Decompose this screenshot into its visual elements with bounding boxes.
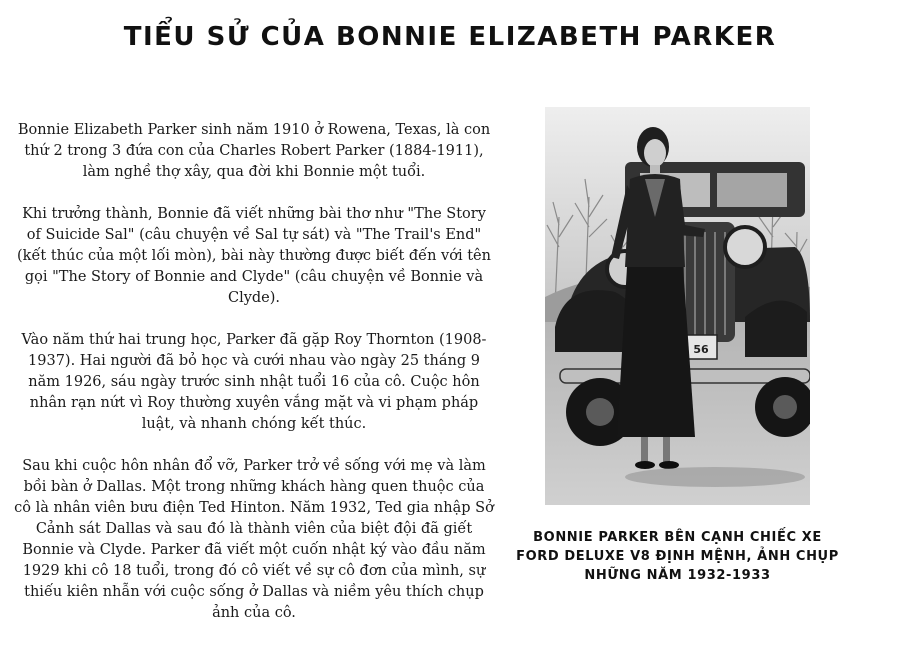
license-plate-number: 56 [693, 343, 709, 356]
photo-caption: BONNIE PARKER BÊN CẠNH CHIẾC XE FORD DELUXE V8 ĐỊNH MỆNH, ẢNH CHỤP NHỮNG NĂM 1932-1933 [516, 530, 839, 583]
historical-photo [545, 107, 810, 505]
page-title: TIỂU SỬ CỦA BONNIE ELIZABETH PARKER [123, 22, 777, 52]
bio-paragraph-dallas: Sau khi cuộc hôn nhân đổ vỡ, Parker trở về sống với mẹ và làm bồi bàn ở Dallas. Một trong những khách hàng quen thuộc của cô là nhân viên bưu điện Ted Hinton. Năm 1932, Ted gia nhập Sở Cảnh sát Dallas và sau đó là thành viên của biệt đội đã giết Bonnie và Clyde. Parker đã viết một cuốn nhật ký vào đầu năm 1929 khi cô 18 tuổi, trong đó cô viết về sự cô đơn của mình, sự thiếu kiên nhẫn với cuộc sống ở Dallas và niềm yêu thích chụp ảnh của cô. [14, 458, 494, 621]
bio-paragraph-birth: Bonnie Elizabeth Parker sinh năm 1910 ở Rowena, Texas, là con thứ 2 trong 3 đứa con của Charles Robert Parker (1884-1911), làm nghề thợ xây, qua đời khi Bonnie một tuổi. [17, 122, 491, 180]
bio-paragraph-poems: Khi trưởng thành, Bonnie đã viết những bài thơ như "The Story of Suicide Sal" (câu chuyện về Sal tự sát) và "The Trail's End" (kết thúc của một lối mòn), bài này thường được biết đến với tên gọi "The Story of Bonnie and Clyde" (câu chuyện về Bonnie và Clyde). [17, 206, 491, 306]
photo-illustration [545, 107, 810, 505]
ground-shadow [625, 467, 805, 487]
biography-text [14, 120, 494, 645]
bio-paragraph-marriage: Vào năm thứ hai trung học, Parker đã gặp Roy Thornton (1908-1937). Hai người đã bỏ học và cưới nhau vào ngày 25 tháng 9 năm 1926, sáu ngày trước sinh nhật tuổi 16 của cô. Cuộc hôn nhân rạn nứt vì Roy thường xuyên vắng mặt và vi phạm pháp luật, và nhanh chóng kết thúc. [21, 332, 487, 432]
